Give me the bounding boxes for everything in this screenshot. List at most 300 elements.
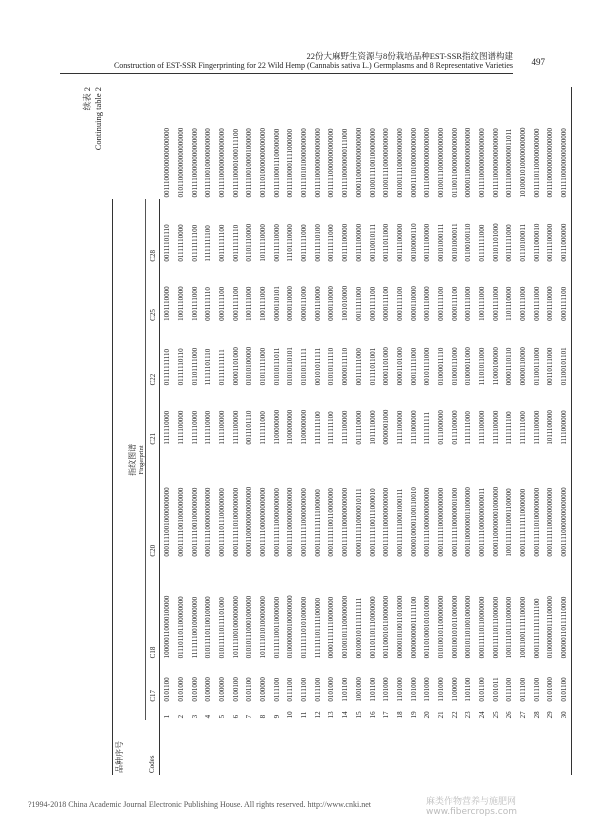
fingerprint-cell: 01100110000000000000: [450, 127, 459, 198]
fingerprint-cell: 0101100: [557, 660, 571, 703]
fingerprint-cell: 0111100000: [450, 410, 459, 445]
row-code-cell: 10: [286, 711, 295, 719]
fingerprint-cell: 11111101110: [204, 348, 213, 386]
fingerprint-cell: 000100101011000000: [450, 595, 459, 659]
table-row: [407, 87, 421, 775]
fingerprint-cell: 1111100000: [176, 410, 185, 445]
fingerprint-cell: 0001111000: [532, 286, 541, 321]
fingerprint-cell: 0001111110: [204, 287, 213, 321]
row-code-cell: 1: [163, 714, 172, 719]
fingerprint-cell: 01010111110: [327, 347, 336, 386]
fingerprint-cell: 11000100000: [491, 347, 500, 386]
code-spacer-cell: [475, 720, 489, 775]
code-header-en: Codes: [145, 720, 160, 775]
row-code-cell: 6: [231, 714, 240, 719]
fingerprint-cell: 01010111011: [272, 347, 281, 386]
row-code-cell: 7: [245, 714, 254, 719]
row-code-cell: 14: [341, 711, 350, 719]
fingerprint-cell: 00111000000000000000: [423, 127, 432, 198]
fingerprint-cell: 1100000000: [300, 409, 309, 445]
column-header: C21: [145, 387, 160, 446]
table-row: [215, 87, 229, 775]
fingerprint-cell: 00000110000000000000: [464, 127, 473, 198]
fingerprint-cell: 0000110000: [327, 286, 336, 321]
fingerprint-cell: 00111111000: [327, 224, 336, 262]
fingerprint-cell: 000111110110000000: [478, 596, 487, 659]
fingerprint-cell: 010111101100100000: [204, 596, 213, 659]
fingerprint-cell: 0101100: [245, 677, 254, 702]
fingerprint-cell: 00111110000: [272, 224, 281, 262]
fingerprint-cell: 1111000000: [557, 387, 571, 446]
fingerprint-cell: 00011111100000000000: [341, 487, 350, 557]
fingerprint-cell: 00001101000: [382, 347, 391, 386]
fingerprint-cell: 00011111101000000000: [231, 487, 240, 557]
rotated-table-block: [78, 87, 569, 775]
fingerprint-cell: 011111100110000000: [272, 596, 281, 659]
fingerprint-cell: 00001101000: [231, 347, 240, 386]
fingerprint-cell: 0011101110: [245, 410, 254, 445]
fingerprint-cell: 0101100: [478, 677, 487, 702]
fingerprint-cell: 00101000011: [450, 223, 459, 262]
fingerprint-cell: 00111100000000000000: [478, 128, 487, 198]
fingerprint-cell: 0111100: [300, 677, 309, 702]
code-spacer-cell: [530, 720, 544, 775]
code-spacer-cell: [201, 720, 215, 775]
fingerprint-cell: 1111110000: [163, 410, 172, 445]
fingerprint-cell: 0111000000: [436, 410, 445, 445]
page-number: 497: [531, 57, 545, 67]
fingerprint-cell: 1111111000: [519, 411, 528, 445]
fingerprint-cell: 010111110111101000: [217, 597, 226, 659]
row-code-cell: 30: [557, 704, 571, 721]
fingerprint-cell: 01011000000000000000: [176, 127, 185, 198]
table-row: [434, 87, 448, 775]
fingerprint-cell: 010000000111100000: [546, 596, 555, 659]
fingerprint-cell: 00001100000000000000: [354, 127, 363, 198]
fingerprint-cell: 0001111100: [436, 286, 445, 321]
table-row: [393, 87, 407, 775]
fingerprint-cell: 000011111110000000: [327, 596, 336, 659]
fingerprint-cell: 1111000000: [409, 410, 418, 445]
column-header: C22: [145, 323, 160, 388]
fingerprint-cell: 1011110000: [368, 410, 377, 445]
fingerprint-cell: 01000111000: [450, 347, 459, 386]
code-spacer-cell: [503, 720, 517, 775]
watermark: 麻类作物营养与施肥网 www.fibercrops.com: [426, 797, 517, 817]
fingerprint-cell: 00111100000000000000: [557, 87, 571, 199]
row-code-cell: 29: [546, 711, 555, 719]
fingerprint-cell: 1111111000: [259, 411, 268, 445]
fingerprint-cell: 1111111100: [327, 411, 336, 445]
fingerprint-cell: 00100111000000000000: [436, 127, 445, 198]
row-code-cell: 2: [176, 714, 185, 719]
fingerprint-cell: 01100111000: [532, 347, 541, 386]
code-spacer-cell: [462, 720, 476, 775]
table-body: [160, 87, 572, 775]
table-row: [379, 87, 393, 775]
fingerprint-cell: 00111111000: [300, 224, 309, 262]
fingerprint-cell: 01011111000: [259, 347, 268, 386]
fingerprint-cell: 01111011001: [368, 347, 377, 386]
column-header-row: [145, 87, 160, 775]
row-code-cell: 9: [272, 714, 281, 719]
row-code-cell: 4: [204, 714, 213, 719]
fingerprint-cell: 0101100: [163, 677, 172, 702]
fingerprint-cell: 01010110101: [286, 347, 295, 386]
table-row: [516, 87, 530, 775]
row-code-cell: 26: [505, 711, 514, 719]
fingerprint-cell: 000111111111111100: [532, 598, 541, 659]
code-spacer-cell: [215, 720, 229, 775]
fingerprint-cell: 00001110100000000000: [409, 127, 418, 198]
header-row-code-cn: [113, 87, 127, 775]
fingerprint-cell: 0111100: [519, 677, 528, 702]
fingerprint-cell: 00100111100000000000: [382, 128, 391, 198]
fingerprint-cell: 0001111100: [231, 286, 240, 321]
fingerprint-cell: 00111110100: [313, 224, 322, 262]
fingerprint-cell: 00011111110000000000: [300, 488, 309, 557]
fingerprint-cell: 00111100000: [354, 223, 363, 262]
fingerprint-cell: 00011111110000000000: [272, 488, 281, 557]
fingerprint-cell: 00001100000000000000: [245, 486, 254, 557]
code-spacer-cell: [434, 720, 448, 775]
fingerprint-cell: 00111100100000000000: [204, 128, 213, 198]
page-header: [0, 0, 595, 80]
header-empty: [127, 720, 146, 775]
fingerprint-cell: 00111100000: [341, 223, 350, 262]
fingerprint-cell: 111111101111100000: [313, 597, 322, 659]
fingerprint-cell: 1101100: [368, 677, 377, 702]
fingerprint-cell: 00011110000000000000: [557, 447, 571, 559]
fingerprint-cell: 00100111100000000000: [395, 128, 404, 198]
fingerprint-cell: 01111111100: [190, 224, 199, 262]
fingerprint-cell: 0001111100: [368, 286, 377, 321]
fingerprint-cell: 0111100: [313, 677, 322, 702]
code-spacer-cell: [297, 720, 311, 775]
continuation-label: [82, 87, 104, 150]
fingerprint-cell: 100000110000100000: [163, 595, 172, 659]
fingerprint-cell: 00111111100: [217, 224, 226, 262]
fingerprint-cell: 00011111110001000111: [395, 488, 404, 557]
fingerprint-cell: 00011000000011000000: [464, 487, 473, 557]
fingerprint-cell: 00000100001100110010: [409, 487, 418, 557]
row-code-cell: 15: [354, 711, 363, 719]
fingerprint-cell: 001000101111111111: [354, 597, 363, 659]
fingerprint-cell: 0001111100: [217, 286, 226, 321]
header-spacer: [113, 199, 127, 720]
fingerprint-cell: 00111010000000000000: [259, 127, 268, 198]
row-code-cell: 21: [436, 711, 445, 719]
fingerprint-cell: 00000111110: [341, 347, 350, 386]
fingerprint-cell: 10111110000: [259, 224, 268, 262]
column-header: C17: [145, 660, 160, 703]
fingerprint-cell: 01111111000: [478, 224, 487, 262]
fingerprint-cell: 001101101110000000: [368, 596, 377, 659]
fingerprint-cell: 1100000000: [272, 409, 281, 445]
row-code-cell: 13: [327, 711, 336, 719]
table-row: [503, 87, 517, 775]
fingerprint-cell: 00001101000: [395, 347, 404, 386]
fingerprint-cell: 1101000: [395, 677, 404, 702]
fingerprint-cell: 10011111110001100000: [505, 488, 514, 557]
code-header-cn: 品种序号: [113, 720, 127, 775]
fingerprint-cell: 01101110000: [245, 223, 254, 262]
fingerprint-cell: 01111110110: [176, 348, 185, 386]
fingerprint-cell: 00111101010000000000: [300, 128, 309, 198]
fingerprint-cell: 1001111000: [478, 286, 487, 321]
fingerprint-cell: 1100000000: [286, 409, 295, 445]
fingerprint-cell: 00000110000: [519, 347, 528, 386]
table-row: [284, 87, 298, 775]
fingerprint-cell: 00111111000: [354, 348, 363, 386]
table-row: [338, 87, 352, 775]
fingerprint-cell: 0000110101: [272, 286, 281, 321]
fingerprint-cell: 00001111110000010111: [354, 488, 363, 557]
fingerprint-cell: 00111100011100000000: [272, 128, 281, 198]
code-spacer-cell: [160, 720, 174, 775]
fingerprint-cell: 00011111100000001000: [450, 487, 459, 557]
fingerprint-cell: 00011111000000000000: [286, 487, 295, 557]
fingerprint-cell: 01111110000: [176, 224, 185, 262]
fingerprint-cell: 001001011100000000: [341, 595, 350, 659]
column-header: C18: [145, 559, 160, 661]
fingerprint-cell: 1111100000: [217, 410, 226, 445]
table-row: [366, 87, 380, 775]
fingerprint-cell: 1001110000: [163, 286, 172, 321]
fingerprint-cell: 1111100000: [491, 410, 500, 445]
fingerprint-header-cn: 指纹图谱: [127, 443, 137, 476]
fingerprint-cell: 000111110111000000: [491, 596, 500, 659]
fingerprint-cell: 0111100: [505, 677, 514, 702]
code-spacer-cell: [284, 720, 298, 775]
fingerprint-cell: 1111100000: [532, 410, 541, 445]
fingerprint-cell: 0001110000: [423, 286, 432, 321]
fingerprint-cell: 01000011110: [436, 347, 445, 386]
fingerprint-cell: 100110011111100000: [519, 596, 528, 659]
fingerprint-cell: 00011110010000000000: [163, 487, 172, 557]
code-spacer-cell: [256, 720, 270, 775]
fingerprint-cell: 1111111000: [464, 411, 473, 445]
code-spacer-cell: [338, 720, 352, 775]
row-code-cell: 12: [313, 711, 322, 719]
fingerprint-cell: 00110010111: [368, 223, 377, 262]
fingerprint-cell: 00011111100000000000: [546, 487, 555, 557]
table-row: [544, 87, 558, 775]
code-spacer-cell: [393, 720, 407, 775]
column-header: C25: [145, 264, 160, 323]
fingerprint-cell: 100111101111000000: [505, 596, 514, 659]
row-code-cell: 28: [532, 711, 541, 719]
fingerprint-cell: 00111100000000000000: [190, 128, 199, 198]
fingerprint-cell: 1101100: [464, 677, 473, 702]
header-row-fingerprint: [127, 87, 146, 775]
fingerprint-cell: 1101000: [423, 677, 432, 702]
table-row: [160, 87, 174, 775]
fingerprint-cell: 00011111001000000000: [176, 487, 185, 557]
fingerprint-cell: 00111100000000000000: [217, 128, 226, 198]
fingerprint-cell: 00111000000000000000: [546, 127, 555, 198]
fingerprint-cell: 0111100: [532, 677, 541, 702]
fingerprint-cell: 0111100: [272, 677, 281, 702]
fingerprint-cell: 00101101000: [491, 223, 500, 262]
fingerprint-cell: 0100000: [259, 677, 268, 702]
fingerprint-cell: 0101000: [327, 677, 336, 702]
fingerprint-cell: 1001010000: [341, 285, 350, 321]
fingerprint-cell: 00111100001111000000: [286, 129, 295, 198]
code-spacer-cell: [270, 720, 284, 775]
code-spacer-cell: [407, 720, 421, 775]
fingerprint-cell: 01111111110: [163, 348, 172, 386]
fingerprint-cell: 00111100100001000000: [245, 128, 254, 198]
row-code-cell: 24: [478, 711, 487, 719]
table-row: [256, 87, 270, 775]
row-code-cell: 27: [519, 711, 528, 719]
fingerprint-cell: 00011111100000000000: [436, 487, 445, 557]
fingerprint-cell: 0000111100: [382, 286, 391, 321]
fingerprint-cell: 01111111111: [217, 349, 226, 386]
table-row: [489, 87, 503, 775]
fingerprint-cell: 01110100011: [519, 223, 528, 262]
fingerprint-cell: 00111100000000111000: [341, 128, 350, 198]
fingerprint-cell: 00011111011100000000: [217, 488, 226, 557]
fingerprint-cell: 00111111000: [505, 224, 514, 262]
fingerprint-cell: 0101011: [491, 677, 500, 702]
fingerprint-cell: 1111100000: [231, 410, 240, 445]
fingerprint-cell: 0001111000: [519, 286, 528, 321]
code-spacer-cell: [243, 720, 257, 775]
running-title-cn: 22份大麻野生资源与8份栽培品种EST-SSR指纹图谱构建: [306, 51, 513, 61]
fingerprint-cell: 01010100000: [245, 346, 254, 386]
fingerprint-cell: 1111111100: [505, 411, 514, 445]
fingerprint-cell: 0111110000: [354, 410, 363, 445]
fingerprint-cell: 00111111110: [231, 224, 240, 262]
table-row: [174, 87, 188, 775]
fingerprint-cell: 0001111000: [464, 286, 473, 321]
fingerprint-cell: 1001000: [354, 677, 363, 702]
code-spacer-cell: [311, 720, 325, 775]
fingerprint-cell: 1111111100: [313, 411, 322, 445]
fingerprint-cell: 010100101100000000: [436, 595, 445, 659]
fingerprint-cell: 1101000: [382, 677, 391, 702]
fingerprint-cell: 00001110110: [505, 347, 514, 386]
fingerprint-cell: 00011111000: [409, 347, 418, 386]
fingerprint-cell: 01000011000: [464, 347, 473, 386]
code-spacer-cell: [516, 720, 530, 775]
fingerprint-cell: 101111010100000000: [259, 596, 268, 659]
code-spacer-cell: [448, 720, 462, 775]
fingerprint-cell: 00011111000000000000: [204, 487, 213, 557]
fingerprint-cell: 00011111000000000000: [259, 487, 268, 557]
copyright-footer: ?1994-2018 China Academic Journal Electronic Publishing House. All rights reserved. http://www.cnki.net: [28, 800, 371, 809]
table-row: [325, 87, 339, 775]
continuation-label-en: Continuing table 2: [93, 87, 103, 151]
fingerprint-cell: 00111101100000000000: [532, 128, 541, 198]
fingerprint-cell: 00111100000: [546, 223, 555, 262]
row-code-cell: 17: [382, 711, 391, 719]
fingerprint-cell: 00100111100100000000: [368, 128, 377, 198]
fingerprint-cell: 0100100: [231, 677, 240, 702]
fingerprint-cell: 00011111100111000010: [368, 488, 377, 557]
fingerprint-cell: 1111111111: [423, 411, 432, 445]
fingerprint-cell: 00101111000: [423, 347, 432, 386]
table-row: [297, 87, 311, 775]
fingerprint-cell: 0100000: [204, 677, 213, 702]
code-spacer-cell: [379, 720, 393, 775]
fingerprint-cell: 001100010110000000: [382, 595, 391, 659]
table-row: [352, 87, 366, 775]
fingerprint-cell: 10100010100000000000: [519, 127, 528, 198]
code-spacer-cell: [174, 720, 188, 775]
fingerprint-cell: 0101000: [190, 677, 199, 702]
fingerprint-cell: 11101011000: [478, 347, 487, 386]
fingerprint-cell: 1101110000: [505, 286, 514, 321]
fingerprint-cell: 00111110000000000000: [327, 128, 336, 198]
fingerprint-cell: 01100100110: [464, 223, 473, 262]
fingerprint-cell: 101111001000000000: [231, 596, 240, 659]
table-row: [420, 87, 434, 775]
fingerprint-cell: 01100101101: [557, 323, 571, 388]
fingerprint-cell: 00111000000000000000: [162, 127, 171, 198]
row-number-header: [145, 704, 160, 721]
column-header: C28: [145, 199, 160, 263]
fingerprint-cell: 0111100: [286, 677, 295, 702]
fingerprint-cell: 0001110000: [546, 286, 555, 321]
fingerprint-cell: 00111100000: [395, 223, 404, 262]
fingerprint-cell: 001101000101010000: [423, 595, 432, 659]
fingerprint-cell: 0000111000: [300, 286, 309, 321]
fingerprint-cell: 000000110111110000: [557, 559, 571, 661]
fingerprint-cell: 00100000110: [409, 223, 418, 262]
code-spacer-cell: [366, 720, 380, 775]
fingerprint-cell: 1101100: [341, 677, 350, 702]
fingerprint-cell: 00111100000000011011: [505, 128, 514, 198]
fingerprint-cell: 000001010011010000: [395, 595, 404, 659]
fingerprint-cell: 1111100000: [341, 410, 350, 445]
fingerprint-cell: 1001110000: [176, 286, 185, 321]
fingerprint-table: [112, 87, 572, 775]
row-code-cell: 20: [423, 711, 432, 719]
row-code-cell: 16: [368, 711, 377, 719]
fingerprint-cell: 00101011111: [313, 347, 322, 386]
fingerprint-cell: 1111100000: [478, 410, 487, 445]
fingerprint-cell: 1101000: [409, 677, 418, 702]
fingerprint-group-header: [127, 199, 146, 720]
table-row: [243, 87, 257, 775]
fingerprint-cell: 1111100000: [395, 410, 404, 445]
fingerprint-cell: 1100000: [450, 677, 459, 702]
fingerprint-cell: 011101101100000000: [176, 596, 185, 659]
fingerprint-cell: 00111000000: [557, 199, 571, 263]
table-row: [311, 87, 325, 775]
table-row: [448, 87, 462, 775]
fingerprint-cell: 00111101110: [163, 224, 172, 262]
fingerprint-cell: 00011111000000000011: [478, 487, 487, 557]
fingerprint-cell: 00101000111: [436, 223, 445, 262]
fingerprint-cell: 0101000: [176, 677, 185, 702]
fingerprint-cell: 00111011000: [382, 223, 391, 262]
fingerprint-cell: 11111111100: [204, 225, 213, 262]
fingerprint-cell: 0000110000: [409, 286, 418, 321]
code-spacer-cell: [352, 720, 366, 775]
fingerprint-cell: 1001111000: [190, 286, 199, 321]
table-row: [475, 87, 489, 775]
code-spacer-cell: [420, 720, 434, 775]
row-code-cell: 22: [450, 711, 459, 719]
fingerprint-cell: 0000001000: [382, 409, 391, 445]
table-row: [229, 87, 243, 775]
code-spacer-cell: [188, 720, 202, 775]
fingerprint-cell: 00011111000000000000: [423, 487, 432, 557]
